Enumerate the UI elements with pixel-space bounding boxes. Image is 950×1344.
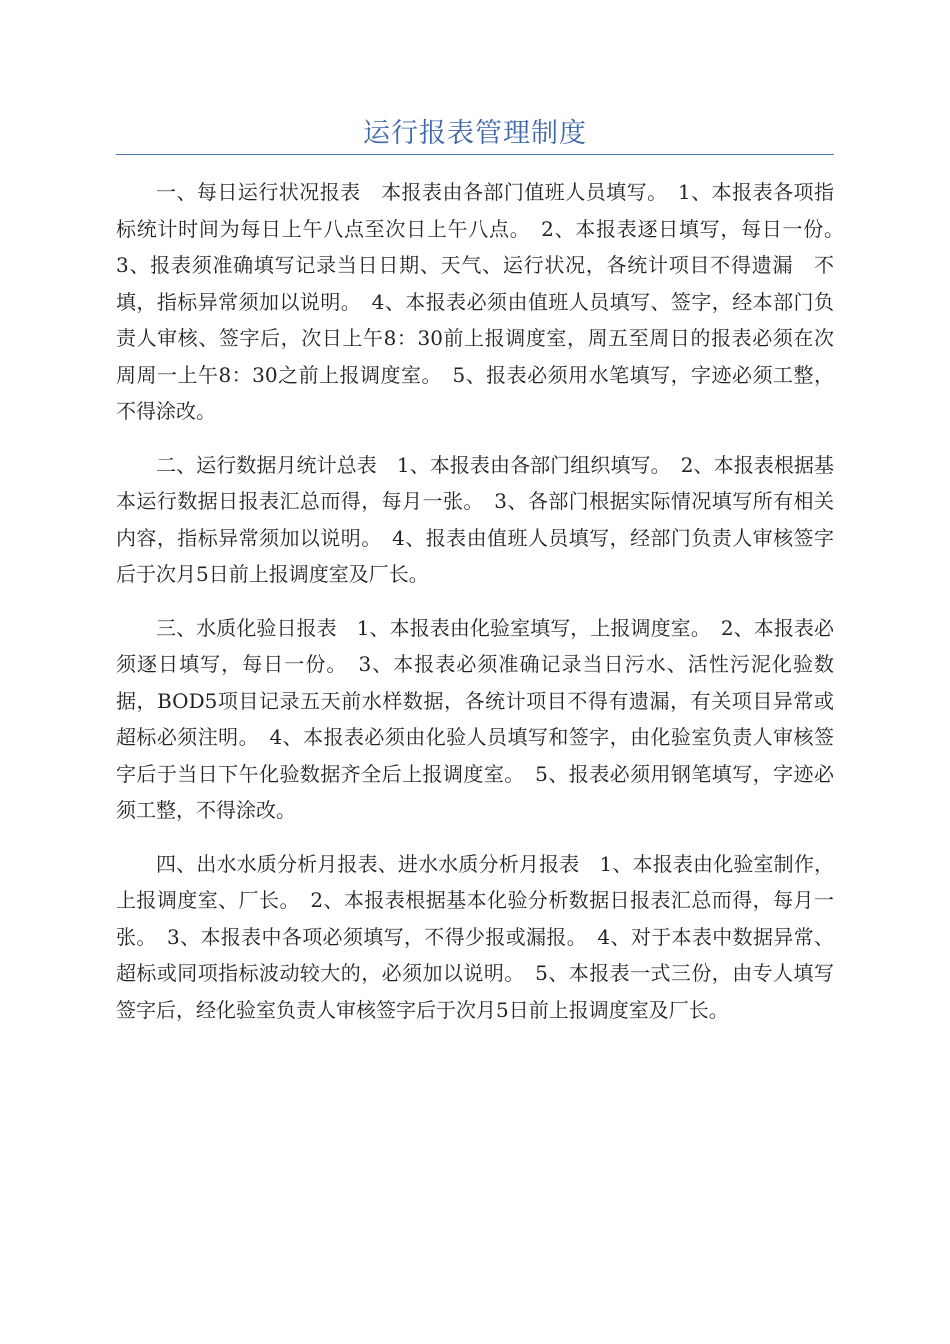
document-title: 运行报表管理制度 <box>363 118 587 149</box>
paragraph-water-quality-daily: 三、水质化验日报表 1、本报表由化验室填写，上报调度室。 2、本报表必须逐日填写，每日一份。 3、本报表必须准确记录当日污水、活性污泥化验数据，BOD5项目记录五天前水样数据，各统计项目不得有遗漏，有关项目异常或超标必须注明。 4、本报表必须由化验人员填写和签字，由化验室负责人审核签字后于当日下午化验数据齐全后上报调度室。 5、报表必须用钢笔填写，字迹必须工整，不得涂改。 <box>116 615 834 822</box>
paragraph-water-quality-monthly: 四、出水水质分析月报表、进水水质分析月报表 1、本报表由化验室制作，上报调度室、厂长。 2、本报表根据基本化验分析数据日报表汇总而得，每月一张。 3、本报表中各项必须填写，不得少报或漏报。 4、对于本表中数据异常、超标或同项指标波动较大的，必须加以说明。 5、本报表一式三份，由专人填写签字后，经化验室负责人审核签字后于次月5日前上报调度室及厂长。 <box>116 851 834 1022</box>
paragraph-monthly-summary: 二、运行数据月统计总表 1、本报表由各部门组织填写。 2、本报表根据基本运行数据日报表汇总而得，每月一张。 3、各部门根据实际情况填写所有相关内容，指标异常须加以说明。 4、报表由值班人员填写，经部门负责人审核签字后于次月5日前上报调度室及厂长。 <box>116 452 834 586</box>
paragraph-daily-report: 一、每日运行状况报表 本报表由各部门值班人员填写。 1、本报表各项指标统计时间为每日上午八点至次日上午八点。 2、本报表逐日填写，每日一份。 3、报表须准确填写记录当日日期、天气、运行状况，各统计项目不得遗漏 不填，指标异常须加以说明。 4、本报表必须由值班人员填写、签字，经本部门负责人审核、签字后，次日上午8：30前上报调度室，周五至周日的报表必须在次周周一上午8：30之前上报调度室。 5、报表必须用水笔填写，字迹必须工整，不得涂改。 <box>116 180 854 423</box>
title-underline <box>116 154 834 155</box>
document-body <box>116 174 854 1045</box>
